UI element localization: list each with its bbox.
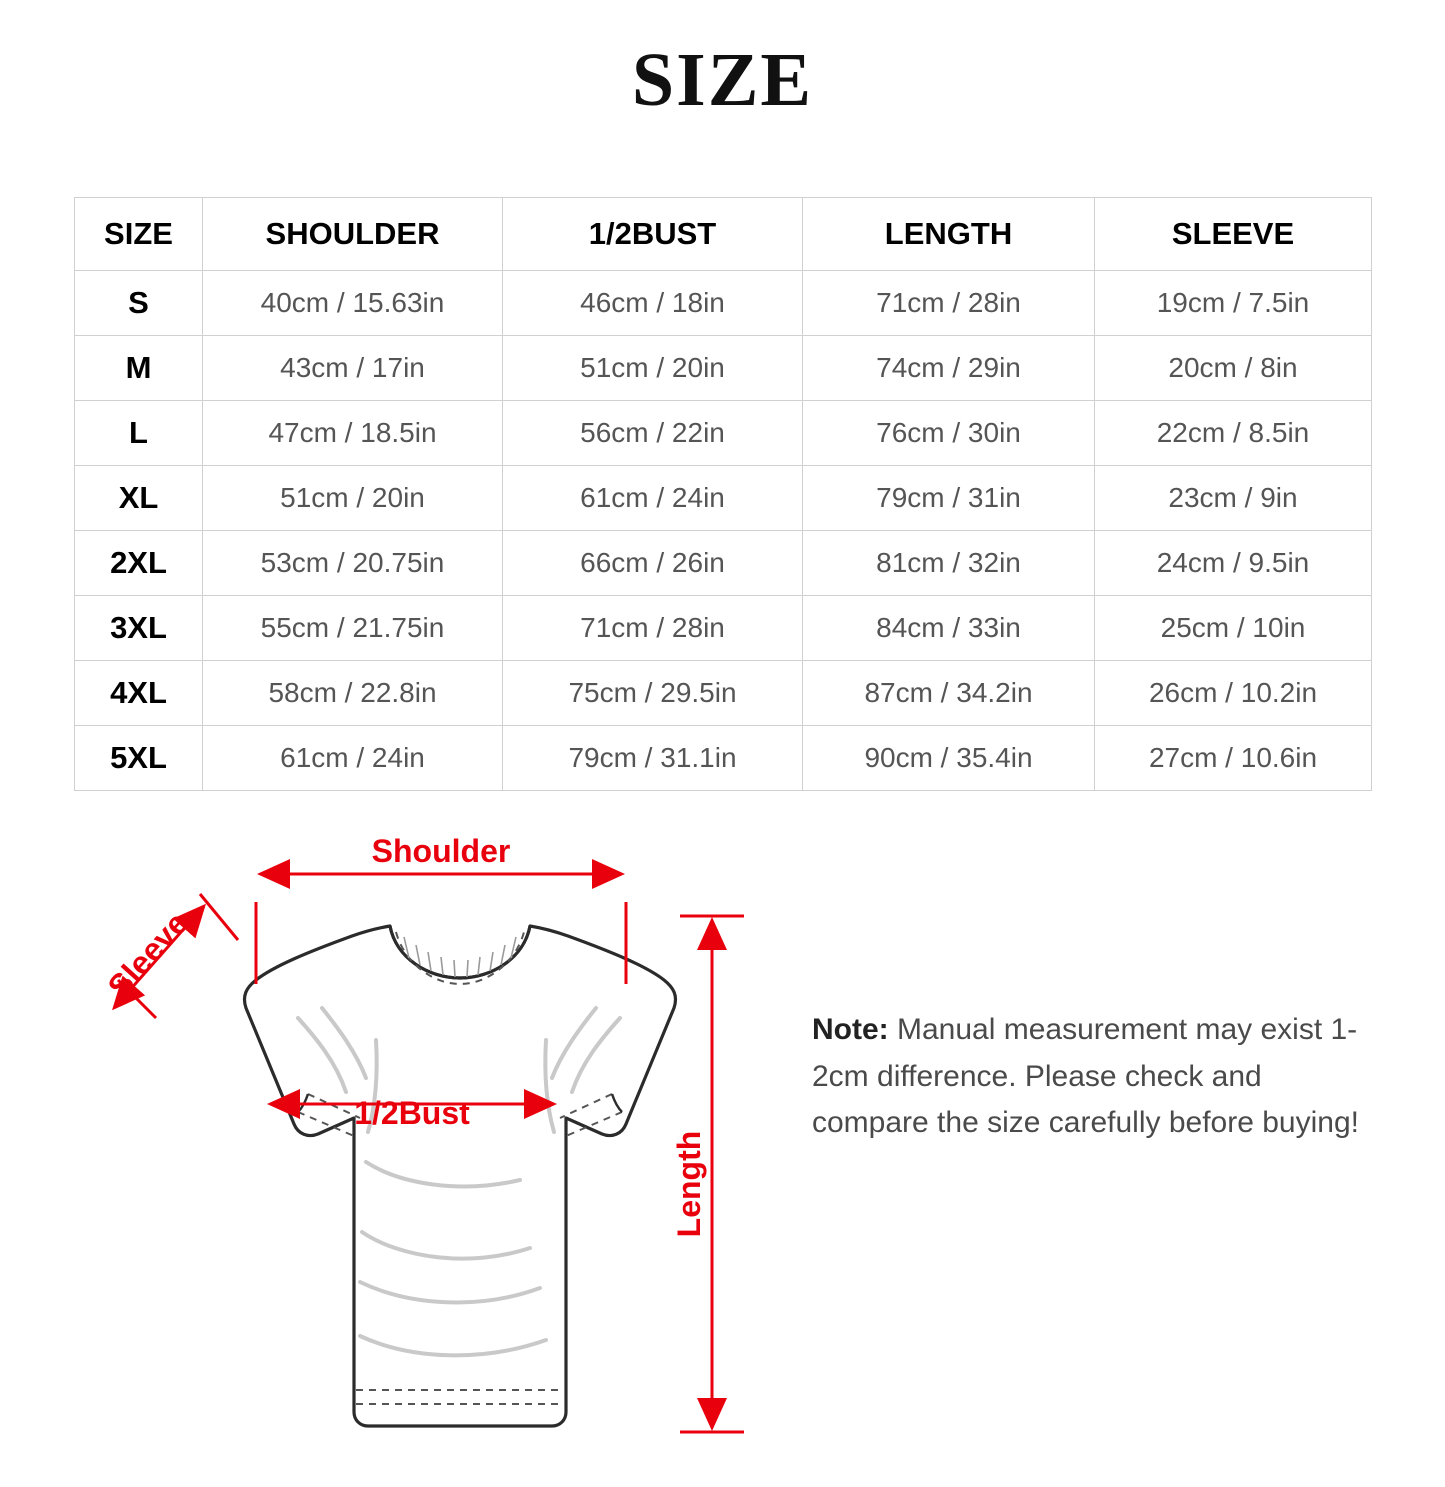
cell-bust: 75cm / 29.5in — [503, 661, 803, 726]
table-row — [75, 466, 1372, 531]
table-row — [75, 401, 1372, 466]
cell-sleeve: 26cm / 10.2in — [1095, 661, 1372, 726]
note-prefix: Note: — [812, 1013, 889, 1046]
cell-length: 90cm / 35.4in — [803, 726, 1095, 791]
table-row — [75, 336, 1372, 401]
cell-size: M — [75, 336, 203, 401]
column-header-length: LENGTH — [803, 198, 1095, 271]
length-dimension — [671, 916, 744, 1432]
cell-length: 79cm / 31in — [803, 466, 1095, 531]
sleeve-label: Sleeve — [100, 904, 196, 1005]
table-row — [75, 661, 1372, 726]
table-row — [75, 726, 1372, 791]
cell-sleeve: 24cm / 9.5in — [1095, 531, 1372, 596]
cell-bust: 61cm / 24in — [503, 466, 803, 531]
bust-label: 1/2Bust — [354, 1095, 470, 1131]
tshirt-illustration — [244, 926, 675, 1426]
cell-shoulder: 53cm / 20.75in — [203, 531, 503, 596]
cell-size: 3XL — [75, 596, 203, 661]
sleeve-dimension — [101, 894, 238, 1018]
cell-shoulder: 51cm / 20in — [203, 466, 503, 531]
cell-length: 87cm / 34.2in — [803, 661, 1095, 726]
length-label: Length — [671, 1130, 707, 1238]
cell-bust: 71cm / 28in — [503, 596, 803, 661]
column-header-size: SIZE — [75, 198, 203, 271]
table-header-row — [75, 198, 1372, 271]
column-header-bust: 1/2BUST — [503, 198, 803, 271]
cell-sleeve: 19cm / 7.5in — [1095, 271, 1372, 336]
note-block — [812, 1007, 1384, 1147]
cell-size: 4XL — [75, 661, 203, 726]
cell-length: 84cm / 33in — [803, 596, 1095, 661]
cell-sleeve: 22cm / 8.5in — [1095, 401, 1372, 466]
tshirt-measurement-diagram — [60, 812, 800, 1462]
cell-sleeve: 27cm / 10.6in — [1095, 726, 1372, 791]
cell-size: XL — [75, 466, 203, 531]
cell-shoulder: 47cm / 18.5in — [203, 401, 503, 466]
cell-bust: 51cm / 20in — [503, 336, 803, 401]
cell-shoulder: 55cm / 21.75in — [203, 596, 503, 661]
cell-sleeve: 23cm / 9in — [1095, 466, 1372, 531]
cell-bust: 56cm / 22in — [503, 401, 803, 466]
cell-length: 71cm / 28in — [803, 271, 1095, 336]
cell-shoulder: 61cm / 24in — [203, 726, 503, 791]
cell-bust: 46cm / 18in — [503, 271, 803, 336]
cell-sleeve: 20cm / 8in — [1095, 336, 1372, 401]
table-row — [75, 271, 1372, 336]
cell-shoulder: 40cm / 15.63in — [203, 271, 503, 336]
cell-length: 81cm / 32in — [803, 531, 1095, 596]
cell-size: 2XL — [75, 531, 203, 596]
cell-size: L — [75, 401, 203, 466]
cell-shoulder: 58cm / 22.8in — [203, 661, 503, 726]
cell-size: S — [75, 271, 203, 336]
cell-shoulder: 43cm / 17in — [203, 336, 503, 401]
table-row — [75, 531, 1372, 596]
cell-size: 5XL — [75, 726, 203, 791]
cell-length: 74cm / 29in — [803, 336, 1095, 401]
cell-length: 76cm / 30in — [803, 401, 1095, 466]
column-header-shoulder: SHOULDER — [203, 198, 503, 271]
note-text: Manual measurement may exist 1-2cm difference. Please check and compare the size carefully before buying! — [812, 1013, 1359, 1139]
cell-bust: 79cm / 31.1in — [503, 726, 803, 791]
table-row — [75, 596, 1372, 661]
cell-bust: 66cm / 26in — [503, 531, 803, 596]
shoulder-label: Shoulder — [371, 833, 511, 869]
column-header-sleeve: SLEEVE — [1095, 198, 1372, 271]
size-chart-table — [74, 197, 1372, 791]
page-title: SIZE — [631, 38, 814, 122]
cell-sleeve: 25cm / 10in — [1095, 596, 1372, 661]
